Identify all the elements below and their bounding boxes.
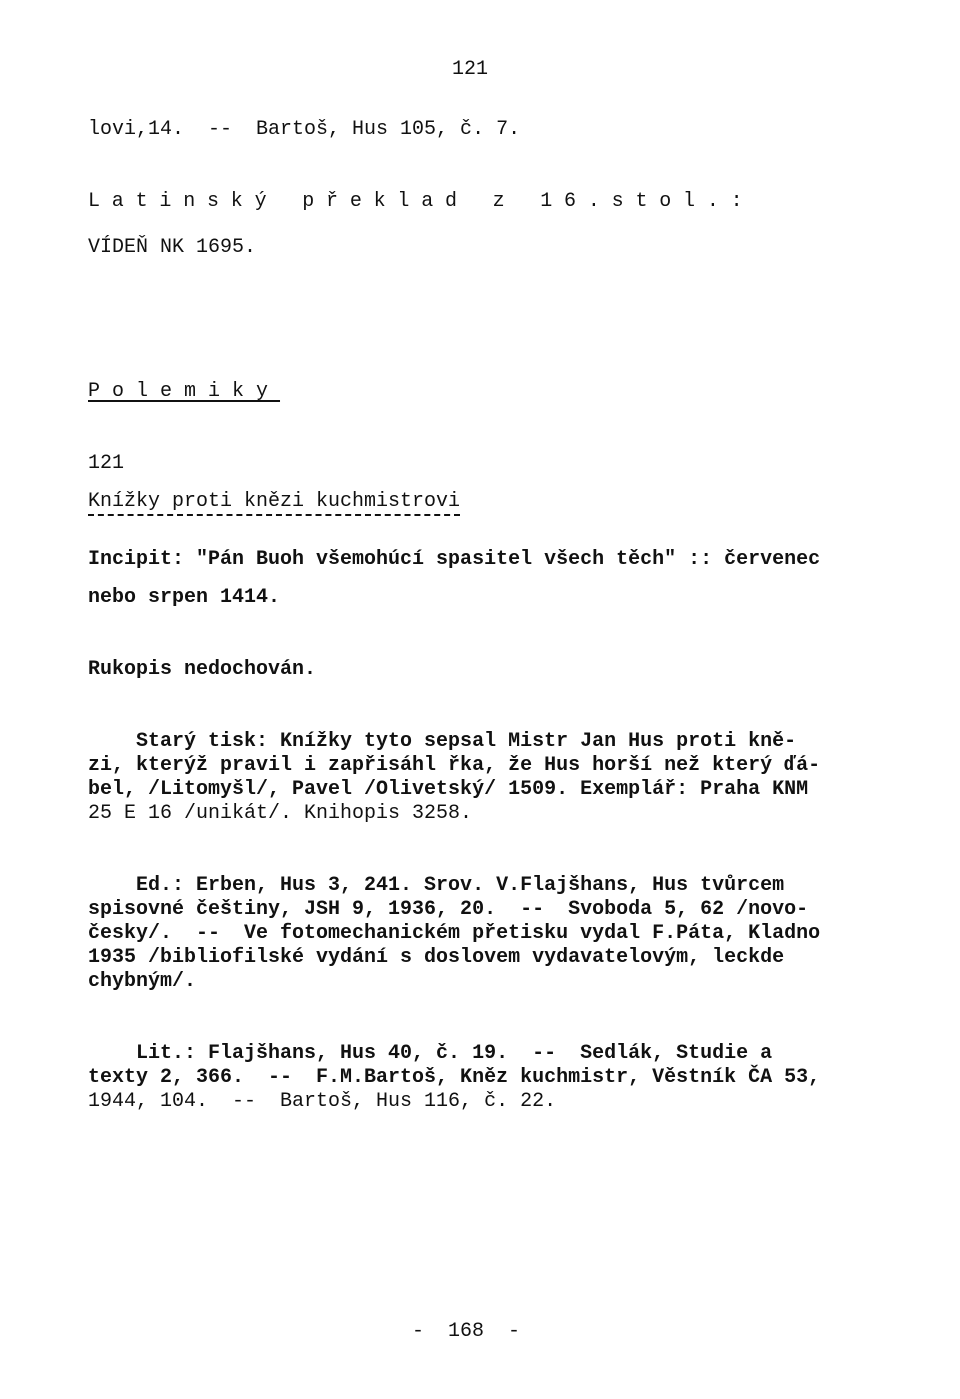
entry-number: 121: [88, 452, 125, 475]
vienna-manuscript: VÍDEŇ NK 1695.: [88, 236, 257, 259]
editions-line: Ed.: Erben, Hus 3, 241. Srov. V.Flajšhans, Hus tvůrcem: [88, 874, 785, 897]
old-print-line: bel, /Litomyšl/, Pavel /Olivetský/ 1509. Exemplář: Praha KNM: [88, 778, 809, 801]
old-print-line: Starý tisk: Knížky tyto sepsal Mistr Jan Hus proti kně-: [88, 730, 797, 753]
entry-title: Knížky proti knězi kuchmistrovi: [88, 490, 460, 516]
manuscript-note: Rukopis nedochován.: [88, 658, 317, 681]
old-print-line: 25 E 16 /unikát/. Knihopis 3258.: [88, 802, 473, 825]
incipit-line: nebo srpen 1414.: [88, 586, 281, 609]
page-number-top: 121: [452, 58, 489, 81]
editions-line: česky/. -- Ve fotomechanickém přetisku vydal F.Páta, Kladno: [88, 922, 821, 945]
literature-line: 1944, 104. -- Bartoš, Hus 116, č. 22.: [88, 1090, 557, 1113]
latin-translation-heading: Latinský překlad z 16.stol.:: [88, 190, 755, 213]
editions-line: 1935 /bibliofilské vydání s doslovem vydavatelovým, leckde: [88, 946, 785, 969]
literature-line: Lit.: Flajšhans, Hus 40, č. 19. -- Sedlák, Studie a: [88, 1042, 773, 1065]
editions-line: spisovné češtiny, JSH 9, 1936, 20. -- Svoboda 5, 62 /novo-: [88, 898, 809, 921]
literature-line: texty 2, 366. -- F.M.Bartoš, Kněz kuchmistr, Věstník ČA 53,: [88, 1066, 821, 1089]
text-line: lovi,14. -- Bartoš, Hus 105, č. 7.: [88, 118, 521, 141]
editions-line: chybným/.: [88, 970, 197, 993]
page-number-bottom: - 168 -: [412, 1320, 521, 1343]
old-print-line: zi, kterýž pravil i zapřisáhl řka, že Hus horší než který ďá-: [88, 754, 821, 777]
incipit-line: Incipit: "Pán Buoh všemohúcí spasitel všech těch" :: červenec: [88, 548, 821, 571]
section-title: Polemiky: [88, 380, 281, 403]
